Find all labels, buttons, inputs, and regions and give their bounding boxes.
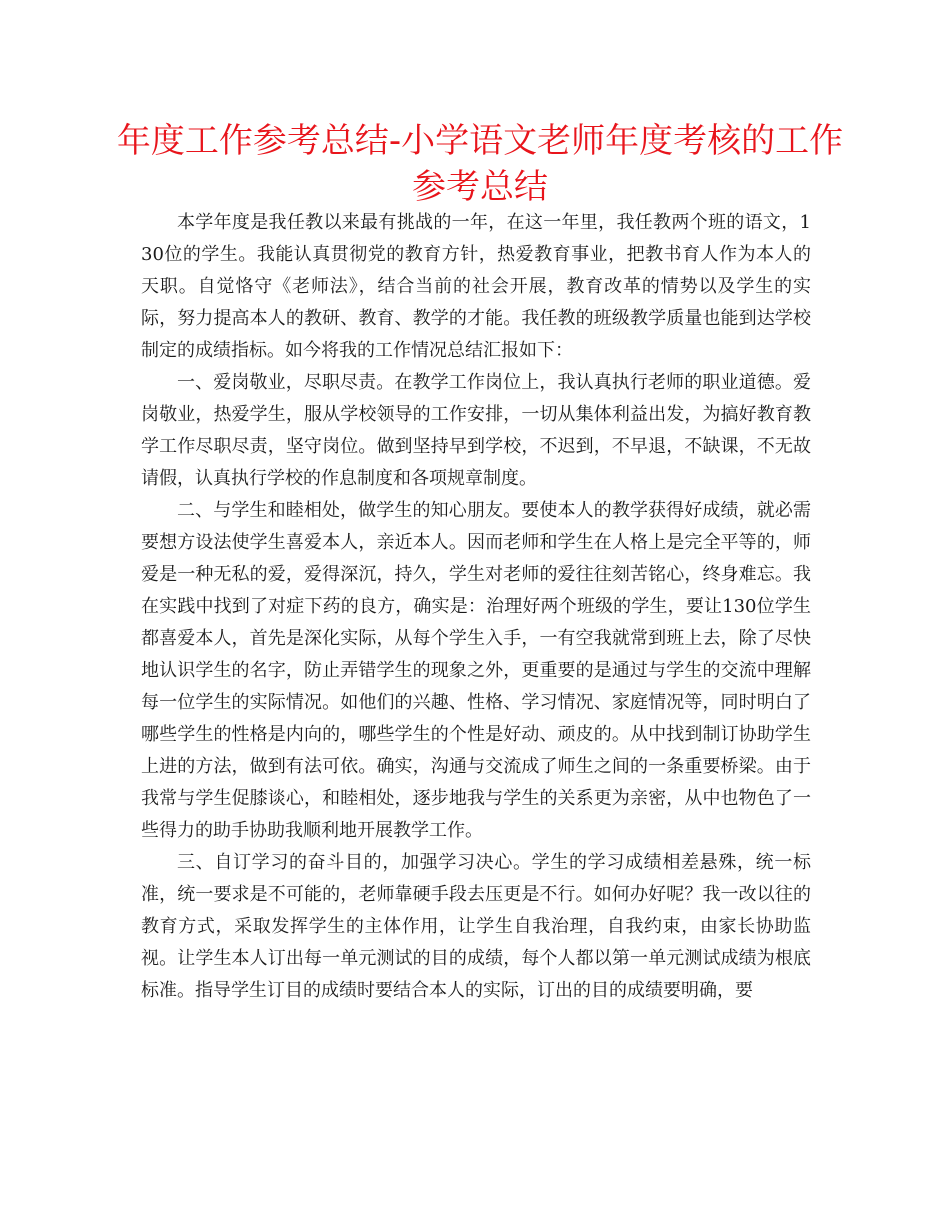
paragraph-section-3: 三、自订学习的奋斗目的，加强学习决心。学生的学习成绩相差悬殊，统一标准，统一要求是不可能的，老师靠硬手段去压更是不行。如何办好呢？我一改以往的教育方式，采取发挥学生的主体作用，让学生自我治理，自我约束，由家长协助监视。让学生本人订出每一单元测试的目的成绩，每个人都以第一单元测试成绩为根底标准。指导学生订目的成绩时要结合本人的实际，订出的目的成绩要明确，要 (141, 852, 811, 1001)
document-body (141, 207, 811, 1007)
paragraph-section-1: 一、爱岗敬业，尽职尽责。在教学工作岗位上，我认真执行老师的职业道德。爱岗敬业，热爱学生，服从学校领导的工作安排，一切从集体利益出发，为搞好教育教学工作尽职尽责，坚守岗位。做到坚持早到学校，不迟到，不早退，不缺课，不无故请假，认真执行学校的作息制度和各项规章制度。 (141, 372, 811, 489)
paragraph-section-2: 二、与学生和睦相处，做学生的知心朋友。要使本人的教学获得好成绩，就必需要想方设法使学生喜爱本人，亲近本人。因而老师和学生在人格上是完全平等的，师爱是一种无私的爱，爱得深沉，持久，学生对老师的爱往往刻苦铭心，终身难忘。我在实践中找到了对症下药的良方，确实是：治理好两个班级的学生，要让130位学生都喜爱本人，首先是深化实际，从每个学生入手，一有空我就常到班上去，除了尽快地认识学生的名字，防止弄错学生的现象之外，更重要的是通过与学生的交流中理解每一位学生的实际情况。如他们的兴趣、性格、学习情况、家庭情况等，同时明白了哪些学生的性格是内向的，哪些学生的个性是好动、顽皮的。从中找到制订协助学生上进的方法，做到有法可依。确实，沟通与交流成了师生之间的一条重要桥梁。由于我常与学生促膝谈心，和睦相处，逐步地我与学生的关系更为亲密，从中也物色了一些得力的助手协助我顺利地开展教学工作。 (141, 500, 811, 841)
paragraph-intro: 本学年度是我任教以来最有挑战的一年，在这一年里，我任教两个班的语文，130位的学生。我能认真贯彻党的教育方针，热爱教育事业，把教书育人作为本人的天职。自觉恪守《老师法》，结合当前的社会开展，教育改革的情势以及学生的实际，努力提高本人的教研、教育、教学的才能。我任教的班级教学质量也能到达学校制定的成绩指标。如今将我的工作情况总结汇报如下： (141, 212, 811, 361)
document-title: 年度工作参考总结-小学语文老师年度考核的工作参考总结 (116, 121, 844, 207)
